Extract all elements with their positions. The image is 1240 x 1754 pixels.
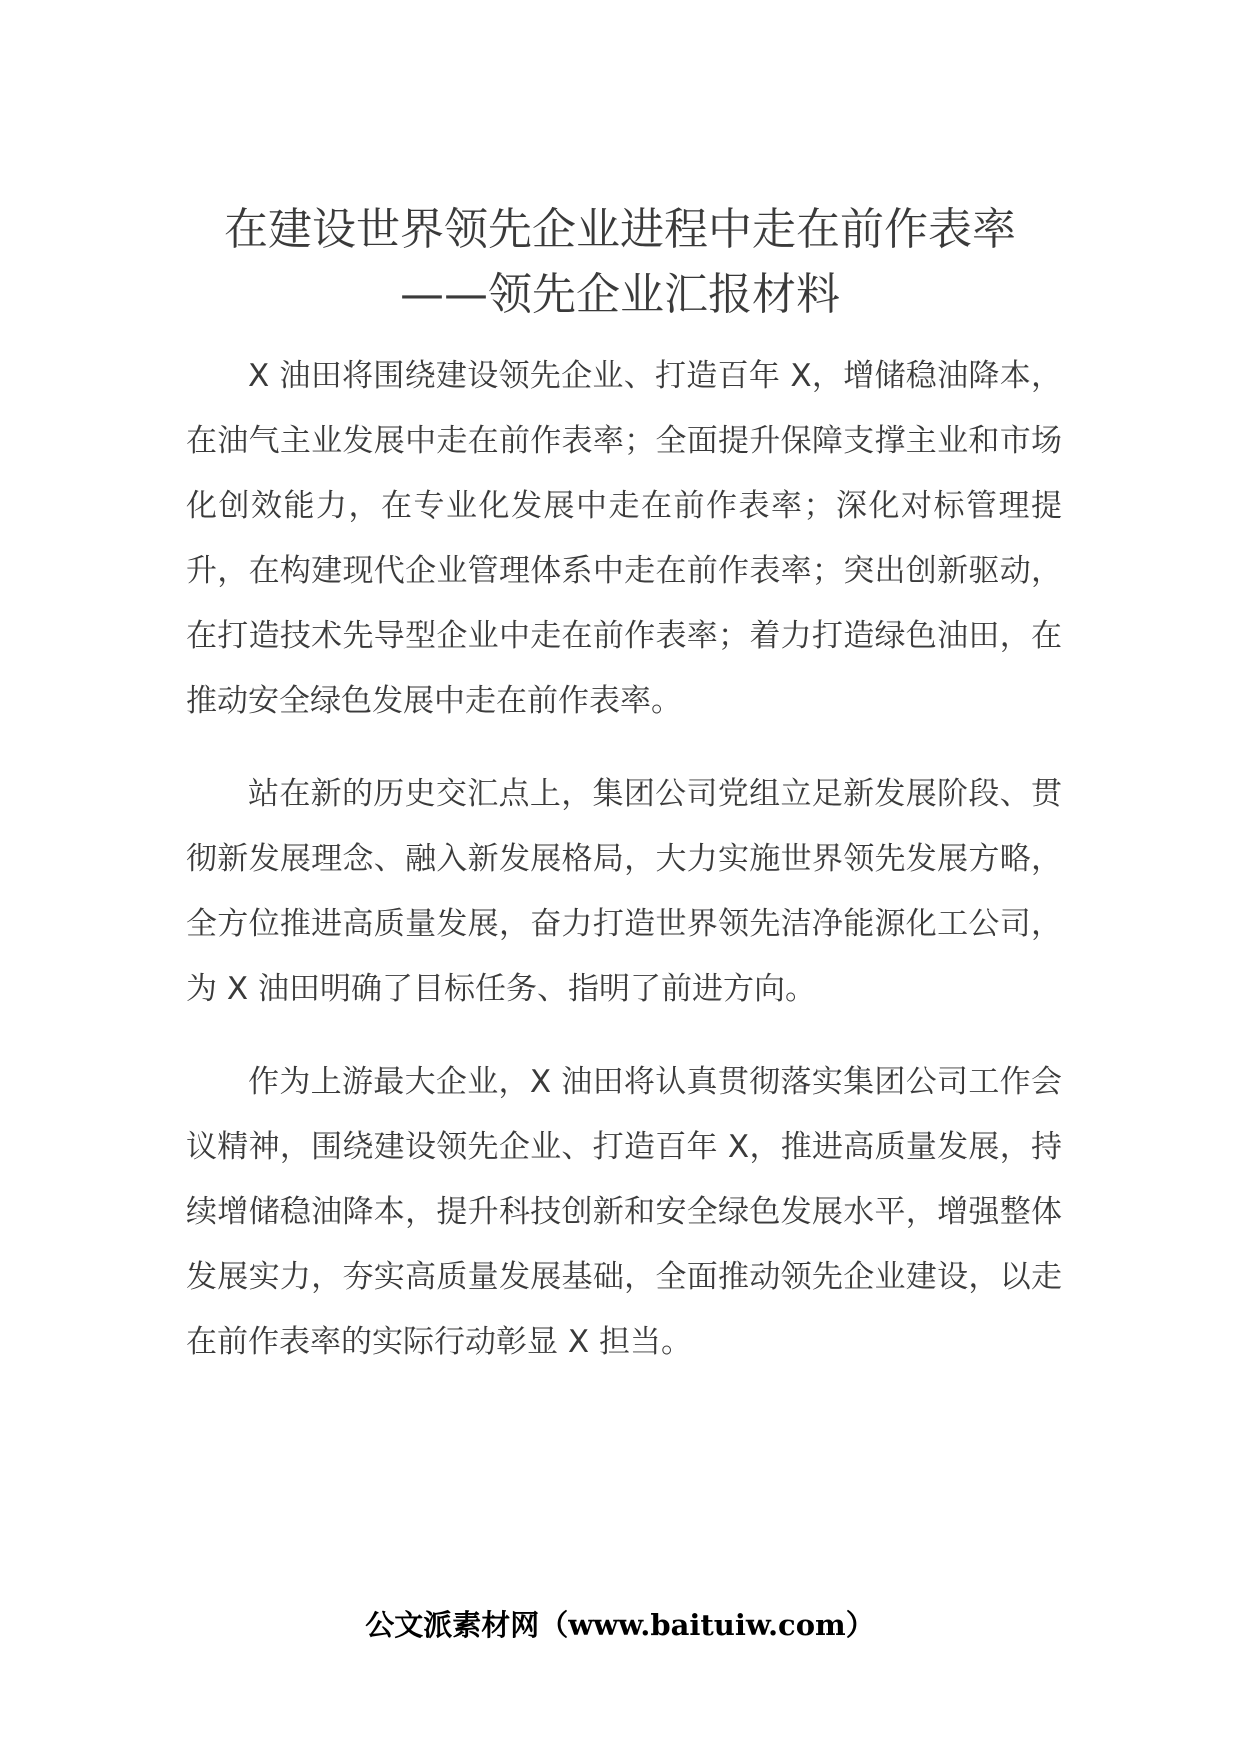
document-title: 在建设世界领先企业进程中走在前作表率: [224, 204, 1016, 255]
document-body: [186, 344, 1062, 1403]
paragraph-1: X 油田将围绕建设领先企业、打造百年 X，增储稳油降本，在油气主业发展中走在前作表率；全面提升保障支撑主业和市场化创效能力，在专业化发展中走在前作表率；深化对标管理提升，在构建现代企业管理体系中走在前作表率；突出创新驱动，在打造技术先导型企业中走在前作表率；着力打造绿色油田，在推动安全绿色发展中走在前作表率。: [186, 358, 1062, 719]
page-footer-source: 公文派素材网（www.baituiw.com）: [365, 1608, 875, 1642]
paragraph-3: 作为上游最大企业，X 油田将认真贯彻落实集团公司工作会议精神，围绕建设领先企业、打造百年 X，推进高质量发展，持续增储稳油降本，提升科技创新和安全绿色发展水平，增强整体发展实力，夯实高质量发展基础，全面推动领先企业建设，以走在前作表率的实际行动彰显 X 担当。: [186, 1064, 1062, 1360]
paragraph-2: 站在新的历史交汇点上，集团公司党组立足新发展阶段、贯彻新发展理念、融入新发展格局，大力实施世界领先发展方略，全方位推进高质量发展，奋力打造世界领先洁净能源化工公司，为 X 油田明确了目标任务、指明了前进方向。: [186, 776, 1062, 1007]
document-subtitle: ——领先企业汇报材料: [400, 269, 840, 320]
